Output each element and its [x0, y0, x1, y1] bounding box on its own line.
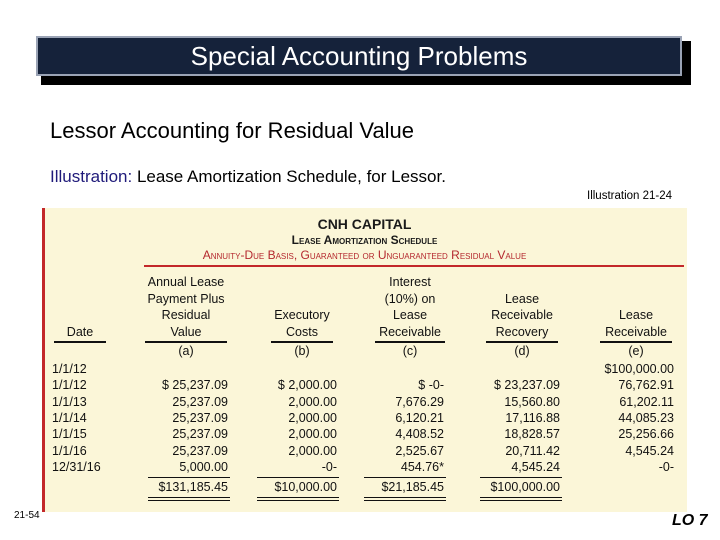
column-header-line: Recovery — [495, 324, 549, 339]
column-letter: (c) — [402, 344, 418, 358]
column-letter: (d) — [514, 344, 530, 358]
table-cell: 6,120.21 — [395, 410, 444, 425]
double-underline — [480, 500, 562, 501]
table-cell: 2,000.00 — [288, 394, 337, 409]
table-cell: 61,202.11 — [619, 394, 674, 409]
table-cell: 25,237.09 — [172, 410, 228, 425]
column-header-line: Payment Plus — [147, 291, 225, 306]
double-underline — [257, 497, 339, 498]
company-name: CNH CAPITAL — [317, 216, 412, 232]
table-cell: 1/1/13 — [52, 394, 87, 409]
header-rule — [144, 265, 684, 267]
column-header-line: Receivable — [379, 324, 441, 339]
illustration-text: Lease Amortization Schedule, for Lessor. — [136, 167, 446, 186]
table-cell: 5,000.00 — [179, 459, 228, 474]
table-cell: $ 25,237.09 — [161, 378, 228, 393]
column-header-line: Annual Lease — [147, 275, 225, 289]
table-cell: 18,828.57 — [504, 427, 560, 442]
table-cell: 4,545.24 — [511, 459, 560, 474]
table-cell: -0- — [321, 459, 337, 474]
table-cell: 12/31/16 — [52, 459, 101, 474]
column-letter: (b) — [294, 344, 310, 358]
table-cell: 7,676.29 — [395, 394, 444, 409]
column-header-line: Lease — [504, 291, 540, 306]
column-header — [141, 274, 231, 340]
table-cell: 2,000.00 — [288, 427, 337, 442]
total-rule — [364, 477, 446, 478]
column-header-underline — [145, 341, 227, 343]
column-header — [50, 324, 110, 341]
table-cell: 20,711.42 — [505, 443, 560, 458]
table-total-cell: $10,000.00 — [274, 480, 337, 495]
table-cell: 25,237.09 — [172, 427, 228, 442]
column-header-line: Interest — [389, 275, 431, 289]
double-underline — [364, 500, 446, 501]
table-cell: 15,560.80 — [504, 394, 560, 409]
column-header-line: Value — [170, 324, 202, 339]
slide-number: 21-54 — [14, 510, 40, 521]
table-cell: 17,116.88 — [505, 410, 560, 425]
double-underline — [257, 500, 339, 501]
table-cell: 4,408.52 — [395, 427, 444, 442]
column-header-line: Costs — [286, 324, 318, 339]
table-cell: 1/1/12 — [52, 362, 87, 376]
column-letter: (e) — [628, 344, 644, 358]
table-cell: 2,000.00 — [288, 410, 337, 425]
title-banner — [36, 36, 682, 76]
column-header — [482, 291, 562, 341]
table-cell: $100,000.00 — [604, 362, 674, 376]
table-total-cell: $100,000.00 — [490, 480, 560, 495]
total-rule — [148, 477, 230, 478]
column-header-underline — [271, 341, 333, 343]
slide-title: Special Accounting Problems — [190, 40, 528, 71]
slide-subtitle: Lessor Accounting for Residual Value — [50, 118, 415, 143]
table-cell: 25,256.66 — [618, 427, 674, 442]
table-cell: -0- — [658, 459, 674, 474]
table-cell: $ -0- — [418, 378, 444, 393]
table-cell: 2,000.00 — [288, 443, 337, 458]
column-header-line: Receivable — [605, 324, 667, 339]
table-cell: 2,525.67 — [395, 443, 444, 458]
table-cell: $ 23,237.09 — [493, 378, 560, 393]
table-cell: 25,237.09 — [172, 443, 228, 458]
column-header-line: Lease — [618, 308, 654, 322]
column-header-line: (10%) on — [384, 291, 436, 306]
table-cell: 1/1/16 — [52, 443, 87, 458]
schedule-heading: Lease Amortization Schedule — [291, 233, 438, 247]
double-underline — [148, 497, 230, 498]
total-rule — [480, 477, 562, 478]
column-header-underline — [375, 341, 445, 343]
illustration-reference: Illustration 21-24 — [587, 190, 673, 202]
table-cell: 4,545.24 — [625, 443, 674, 458]
column-header — [596, 307, 676, 340]
table-cell: 44,085.23 — [618, 410, 674, 425]
column-header — [371, 274, 449, 340]
amortization-schedule-panel — [42, 208, 687, 512]
column-header-line: Lease — [392, 308, 428, 322]
schedule-basis: Annuity-Due Basis, Guaranteed or Unguaranteed Residual Value — [202, 248, 527, 262]
table-cell: 25,237.09 — [172, 394, 228, 409]
column-letter: (a) — [178, 344, 194, 358]
table-cell: 1/1/15 — [52, 427, 87, 442]
illustration-label: Illustration: — [50, 167, 133, 186]
column-header — [267, 307, 337, 340]
table-cell: 76,762.91 — [618, 378, 674, 393]
table-cell: 454.76* — [400, 459, 444, 474]
column-header-line: Date — [66, 324, 94, 339]
column-header-underline — [600, 341, 672, 343]
illustration-caption — [50, 167, 446, 187]
table-cell: 1/1/14 — [52, 410, 87, 425]
total-rule — [257, 477, 339, 478]
column-header-underline — [486, 341, 558, 343]
double-underline — [148, 500, 230, 501]
column-header-line: Receivable — [491, 308, 553, 322]
double-underline — [480, 497, 562, 498]
double-underline — [364, 497, 446, 498]
column-header-underline — [54, 341, 106, 343]
table-total-cell: $21,185.45 — [381, 480, 444, 495]
table-cell: $ 2,000.00 — [277, 378, 337, 393]
table-total-cell: $131,185.45 — [158, 480, 228, 495]
learning-objective: LO 7 — [672, 512, 708, 529]
table-cell: 1/1/12 — [52, 378, 87, 393]
column-header-line: Executory — [274, 308, 330, 322]
column-header-line: Residual — [161, 308, 211, 322]
